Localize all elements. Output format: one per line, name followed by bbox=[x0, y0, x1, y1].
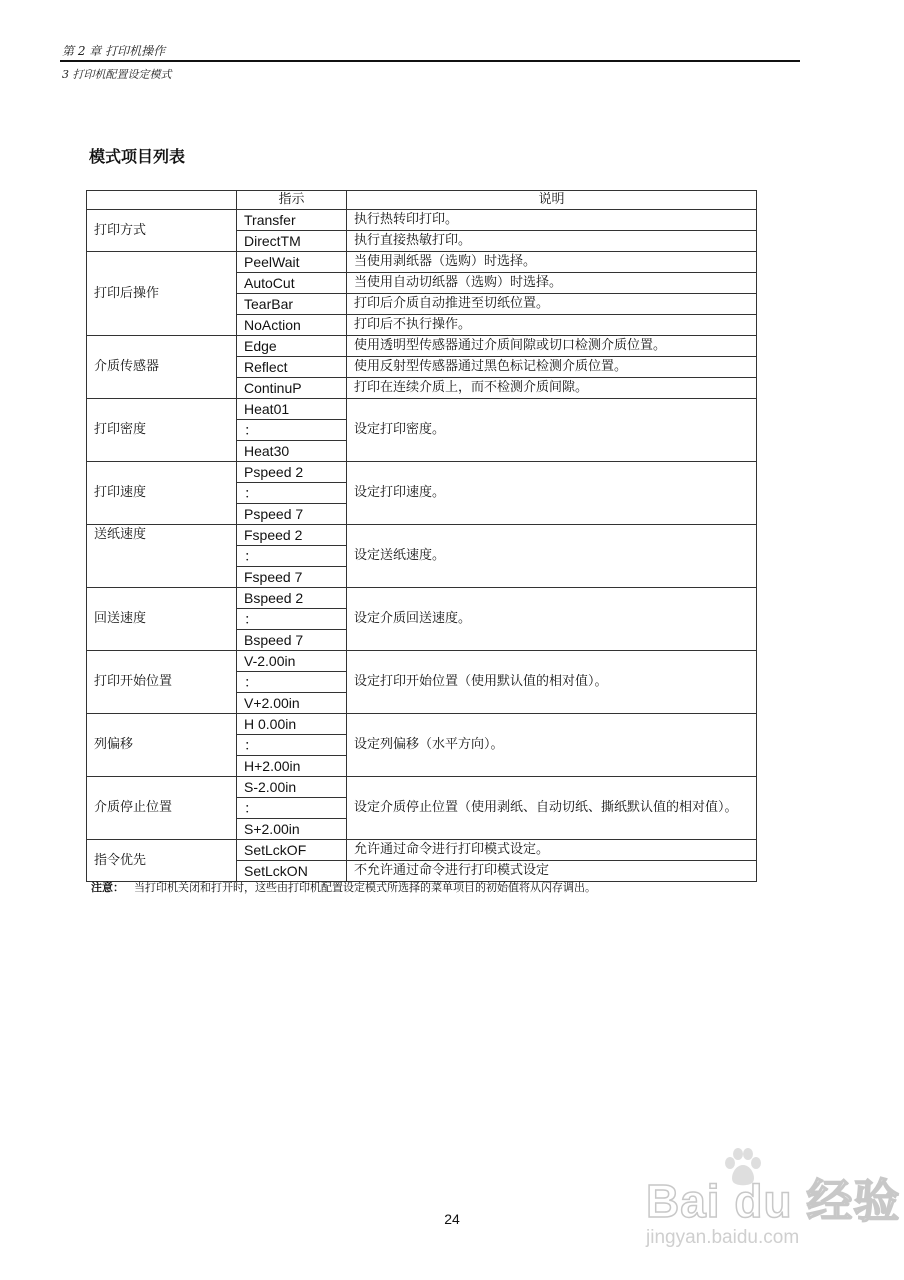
footnote-text: 当打印机关闭和打开时，这些由打印机配置设定模式所选择的菜单项目的初始值将从闪存调出。 bbox=[134, 881, 596, 894]
table-row bbox=[87, 777, 757, 798]
description-cell: 设定介质停止位置（使用剥纸、自动切纸、撕纸默认值的相对值）。 bbox=[347, 777, 757, 840]
category-cell: 送纸速度 bbox=[87, 525, 237, 588]
category-cell: 列偏移 bbox=[87, 714, 237, 777]
command-cell: Fspeed 7 bbox=[237, 567, 347, 588]
command-ellipsis-cell: ： bbox=[237, 798, 347, 819]
command-cell: ContinuP bbox=[237, 378, 347, 399]
header-cell-description: 说明 bbox=[347, 191, 757, 210]
command-ellipsis-cell: ： bbox=[237, 483, 347, 504]
command-cell: S-2.00in bbox=[237, 777, 347, 798]
footnote bbox=[91, 879, 596, 895]
command-cell: S+2.00in bbox=[237, 819, 347, 840]
command-cell: Pspeed 2 bbox=[237, 462, 347, 483]
description-cell: 设定介质回送速度。 bbox=[347, 588, 757, 651]
description-cell: 执行直接热敏打印。 bbox=[347, 231, 757, 252]
command-ellipsis-cell: ： bbox=[237, 609, 347, 630]
baidu-jingyan-watermark bbox=[642, 1140, 901, 1270]
command-cell: NoAction bbox=[237, 315, 347, 336]
command-cell: Bspeed 7 bbox=[237, 630, 347, 651]
mode-items-table bbox=[86, 190, 757, 882]
description-cell: 设定打印密度。 bbox=[347, 399, 757, 462]
command-cell: AutoCut bbox=[237, 273, 347, 294]
description-cell: 设定列偏移（水平方向）。 bbox=[347, 714, 757, 777]
description-cell: 打印后不执行操作。 bbox=[347, 315, 757, 336]
table-row bbox=[87, 840, 757, 861]
table-row bbox=[87, 252, 757, 273]
command-cell: Fspeed 2 bbox=[237, 525, 347, 546]
command-cell: Heat01 bbox=[237, 399, 347, 420]
command-cell: V+2.00in bbox=[237, 693, 347, 714]
table-row bbox=[87, 336, 757, 357]
command-cell: Bspeed 2 bbox=[237, 588, 347, 609]
section-title: 模式项目列表 bbox=[89, 147, 186, 166]
category-cell: 指令优先 bbox=[87, 840, 237, 882]
running-header-chapter: 第 2 章 打印机操作 bbox=[62, 44, 166, 58]
description-cell: 使用反射型传感器通过黑色标记检测介质位置。 bbox=[347, 357, 757, 378]
command-cell: Transfer bbox=[237, 210, 347, 231]
command-cell: TearBar bbox=[237, 294, 347, 315]
table-row bbox=[87, 714, 757, 735]
table-row bbox=[87, 462, 757, 483]
description-cell: 打印后介质自动推进至切纸位置。 bbox=[347, 294, 757, 315]
category-cell: 打印方式 bbox=[87, 210, 237, 252]
category-cell: 介质传感器 bbox=[87, 336, 237, 399]
category-cell: 打印开始位置 bbox=[87, 651, 237, 714]
command-cell: SetLckON bbox=[237, 861, 347, 882]
category-cell: 介质停止位置 bbox=[87, 777, 237, 840]
description-cell: 设定打印开始位置（使用默认值的相对值）。 bbox=[347, 651, 757, 714]
category-cell: 打印速度 bbox=[87, 462, 237, 525]
table-row bbox=[87, 210, 757, 231]
command-ellipsis-cell: ： bbox=[237, 420, 347, 441]
command-cell: SetLckOF bbox=[237, 840, 347, 861]
page-number: 24 bbox=[444, 1211, 460, 1227]
command-ellipsis-cell: ： bbox=[237, 672, 347, 693]
header-cell-command: 指示 bbox=[237, 191, 347, 210]
header-cell-category bbox=[87, 191, 237, 210]
command-ellipsis-cell: ： bbox=[237, 546, 347, 567]
description-cell: 执行热转印打印。 bbox=[347, 210, 757, 231]
command-cell: PeelWait bbox=[237, 252, 347, 273]
description-cell: 设定打印速度。 bbox=[347, 462, 757, 525]
command-cell: H+2.00in bbox=[237, 756, 347, 777]
description-cell: 打印在连续介质上，而不检测介质间隙。 bbox=[347, 378, 757, 399]
description-cell: 使用透明型传感器通过介质间隙或切口检测介质位置。 bbox=[347, 336, 757, 357]
category-cell: 打印后操作 bbox=[87, 252, 237, 336]
command-ellipsis-cell: ： bbox=[237, 735, 347, 756]
table-row bbox=[87, 651, 757, 672]
table-row bbox=[87, 525, 757, 546]
command-cell: H 0.00in bbox=[237, 714, 347, 735]
footnote-label: 注意： bbox=[91, 881, 124, 894]
description-cell: 允许通过命令进行打印模式设定。 bbox=[347, 840, 757, 861]
header-rule bbox=[60, 60, 800, 62]
watermark-url: jingyan.baidu.com bbox=[646, 1227, 800, 1248]
command-cell: DirectTM bbox=[237, 231, 347, 252]
running-header-section: 3 打印机配置设定模式 bbox=[62, 68, 172, 81]
description-cell: 设定送纸速度。 bbox=[347, 525, 757, 588]
command-cell: Heat30 bbox=[237, 441, 347, 462]
command-cell: Reflect bbox=[237, 357, 347, 378]
category-cell: 回送速度 bbox=[87, 588, 237, 651]
description-cell: 不允许通过命令进行打印模式设定 bbox=[347, 861, 757, 882]
category-cell: 打印密度 bbox=[87, 399, 237, 462]
description-cell: 当使用剥纸器（选购）时选择。 bbox=[347, 252, 757, 273]
description-cell: 当使用自动切纸器（选购）时选择。 bbox=[347, 273, 757, 294]
command-cell: Pspeed 7 bbox=[237, 504, 347, 525]
table-row bbox=[87, 399, 757, 420]
command-cell: V-2.00in bbox=[237, 651, 347, 672]
table-header-row bbox=[87, 191, 757, 210]
table-row bbox=[87, 588, 757, 609]
command-cell: Edge bbox=[237, 336, 347, 357]
watermark-brand: Bai du 经验 bbox=[646, 1175, 901, 1227]
